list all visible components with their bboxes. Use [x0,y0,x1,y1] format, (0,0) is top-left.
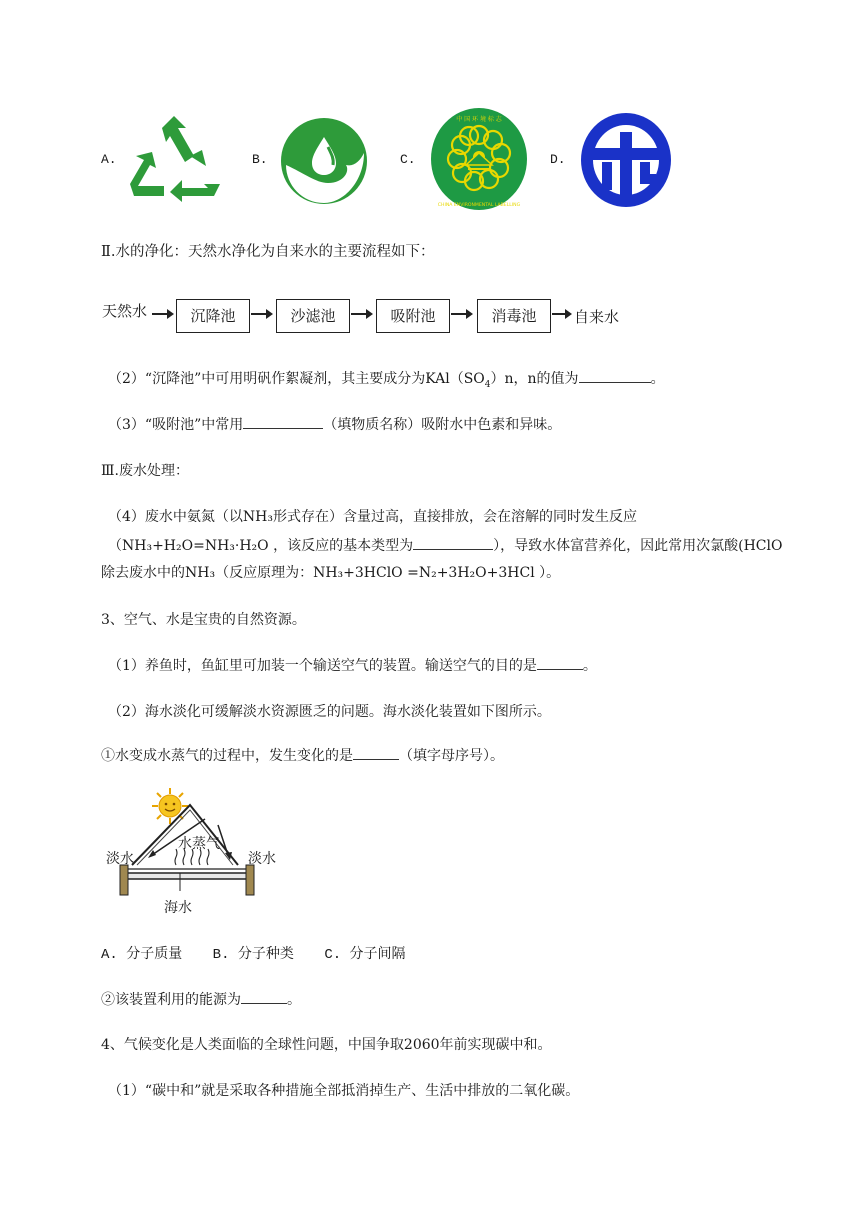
choice-c[interactable]: C. 分子间隔 [324,947,406,963]
flow-step-box: 吸附池 [376,299,450,333]
flow-step-box: 消毒池 [477,299,551,333]
sun-icon [152,788,188,824]
question-3-part-2: （2）海水淡化可缓解淡水资源匮乏的问题。海水淡化装置如下图所示。 [108,704,551,720]
diagram-label-fresh-right: 淡水 [248,851,276,867]
answer-blank[interactable] [243,415,323,429]
china-environmental-label-icon [430,107,528,211]
question-4-line-2: （NH₃+H₂O=NH₃·H₂O ，该反应的基本类型为 ），导致水体富营养化，因此常用次氯酸(HClO [108,538,783,554]
question-3-line: （3）“吸附池”中常用 （填物质名称）吸附水中色素和异味。 [108,417,562,433]
question-3-title: 3、空气、水是宝贵的自然资源。 [101,612,306,628]
choice-a[interactable]: A. 分子质量 [101,947,183,963]
flow-arrow [152,313,172,315]
svg-text:中 国 环 境 标 志: 中 国 环 境 标 志 [456,116,502,123]
water-saving-logo-icon [280,117,368,205]
section-2-heading: Ⅱ.水的净化：天然水净化为自来水的主要流程如下： [101,244,435,260]
option-d-label: D. [550,152,566,167]
energy-saving-logo-icon [580,112,672,208]
flow-step-box: 沉降池 [176,299,250,333]
flow-arrow [451,313,471,315]
svg-text:CHINA ENVIRONMENTAL LABELLING: CHINA ENVIRONMENTAL LABELLING [437,203,521,208]
option-b-label: B. [252,152,268,167]
flow-step-box: 沙滤池 [276,299,350,333]
question-4-line-3: 除去废水中的NH₃（反应原理为：NH₃+3HClO =N₂+3H₂O+3HCl ）。 [101,565,561,581]
question-3-sub-1: ①水变成水蒸气的过程中，发生变化的是 （填字母序号）。 [101,748,504,764]
question-2-line: （2）“沉降池”中可用明矾作絮凝剂，其主要成分为$KAl(SO_4)n$，n的值为 。 [108,371,665,390]
choice-b[interactable]: B. 分子种类 [212,947,294,963]
flow-arrow [351,313,371,315]
diagram-label-fresh-left: 淡水 [106,851,134,867]
question-4-title: 4、气候变化是人类面临的全球性问题，中国争取2060年前实现碳中和。 [101,1037,552,1053]
answer-blank[interactable] [579,369,651,383]
question-3-sub-2: ②该装置利用的能源为 。 [101,992,301,1008]
answer-blank[interactable] [537,656,583,670]
question-4-line-1: （4）废水中氨氮（以NH₃形式存在）含量过高，直接排放，会在溶解的同时发生反应 [108,509,637,525]
answer-blank[interactable] [413,536,493,550]
option-a-label: A. [101,152,117,167]
diagram-label-vapor: 水蒸气 [178,836,220,852]
diagram-label-seawater: 海水 [164,900,192,916]
question-4-part-1: （1）“碳中和”就是采取各种措施全部抵消掉生产、生活中排放的二氧化碳。 [108,1083,580,1099]
flow-start-label: 天然水 [102,302,148,320]
section-3-heading: Ⅲ.废水处理： [101,463,189,479]
flow-arrow [552,313,570,315]
flow-end-label: 自来水 [574,308,620,326]
recycle-icon [124,114,224,202]
option-c-label: C. [400,152,416,167]
answer-blank[interactable] [353,746,399,760]
answer-blank[interactable] [241,990,287,1004]
flow-arrow [251,313,271,315]
choice-list [101,943,406,963]
question-3-part-1: （1）养鱼时，鱼缸里可加装一个输送空气的装置。输送空气的目的是 。 [108,658,597,674]
